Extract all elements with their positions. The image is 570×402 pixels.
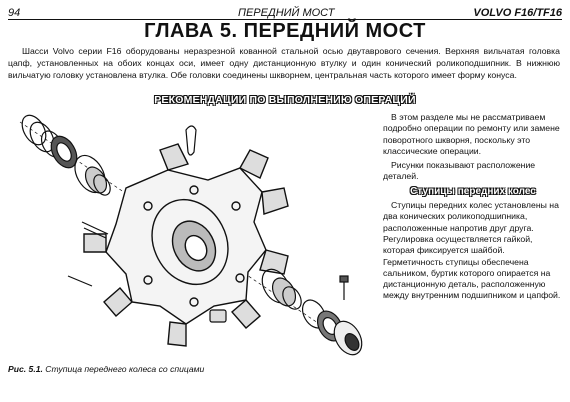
- hub-exploded-diagram: [8, 110, 374, 365]
- seal-ring-group: [17, 111, 82, 172]
- running-model-name: VOLVO F16/TF16: [473, 7, 562, 19]
- chapter-title: ГЛАВА 5. ПЕРЕДНИЙ МОСТ: [144, 20, 426, 42]
- subheading-front-hubs: Ступицы передних колес: [410, 185, 536, 197]
- stud-bolts: [68, 222, 108, 286]
- intro-paragraph: Шасси Volvo серии F16 оборудованы неразрезной кованной стальной осью двутаврового сечения. Верхняя вильчатая головка цапф, установленных на обоих концах оси, имеет одну дистанционную втулку и один конический роликоподшипник. В нижнюю вильчатую головку установлена втулка. Обе головки соединены шкворнем, центральная часть которого имеет форму конуса.: [8, 46, 560, 80]
- small-screw: [340, 276, 348, 300]
- figure-caption-text: Ступица переднего колеса со спицами: [42, 364, 205, 374]
- right-column: [383, 112, 563, 305]
- hub-exploded-drawing: [8, 110, 374, 365]
- figure-caption-label: Рис. 5.1.: [8, 364, 43, 374]
- figure-caption: [8, 364, 374, 374]
- right-paragraph-2: Рисунки показывают расположение деталей.: [383, 160, 536, 182]
- spacer-block: [210, 310, 226, 322]
- page-number: 94: [8, 7, 21, 19]
- running-section-title: ПЕРЕДНИЙ МОСТ: [238, 7, 335, 19]
- cotter-pin: [186, 126, 196, 155]
- section-banner: РЕКОМЕНДАЦИИ ПО ВЫПОЛНЕНИЮ ОПЕРАЦИЙ: [154, 94, 416, 106]
- spoked-hub: [84, 144, 288, 346]
- right-paragraph-1: В этом разделе мы не рассматриваем подробно операции по ремонту или замене поворотного шкворня, поскольку это классические операции.: [383, 112, 560, 156]
- right-paragraph-3: Ступицы передних колес установлены на два конических роликоподшипника, расположенные напротив друг друга. Регулировка осуществляется гайкой, которая фиксируется шайбой. Герметичность ступицы обеспечена сальником, буртик которого опирается на дистанционную деталь, расположенную между внутренним подшипником и цапфой.: [383, 200, 561, 301]
